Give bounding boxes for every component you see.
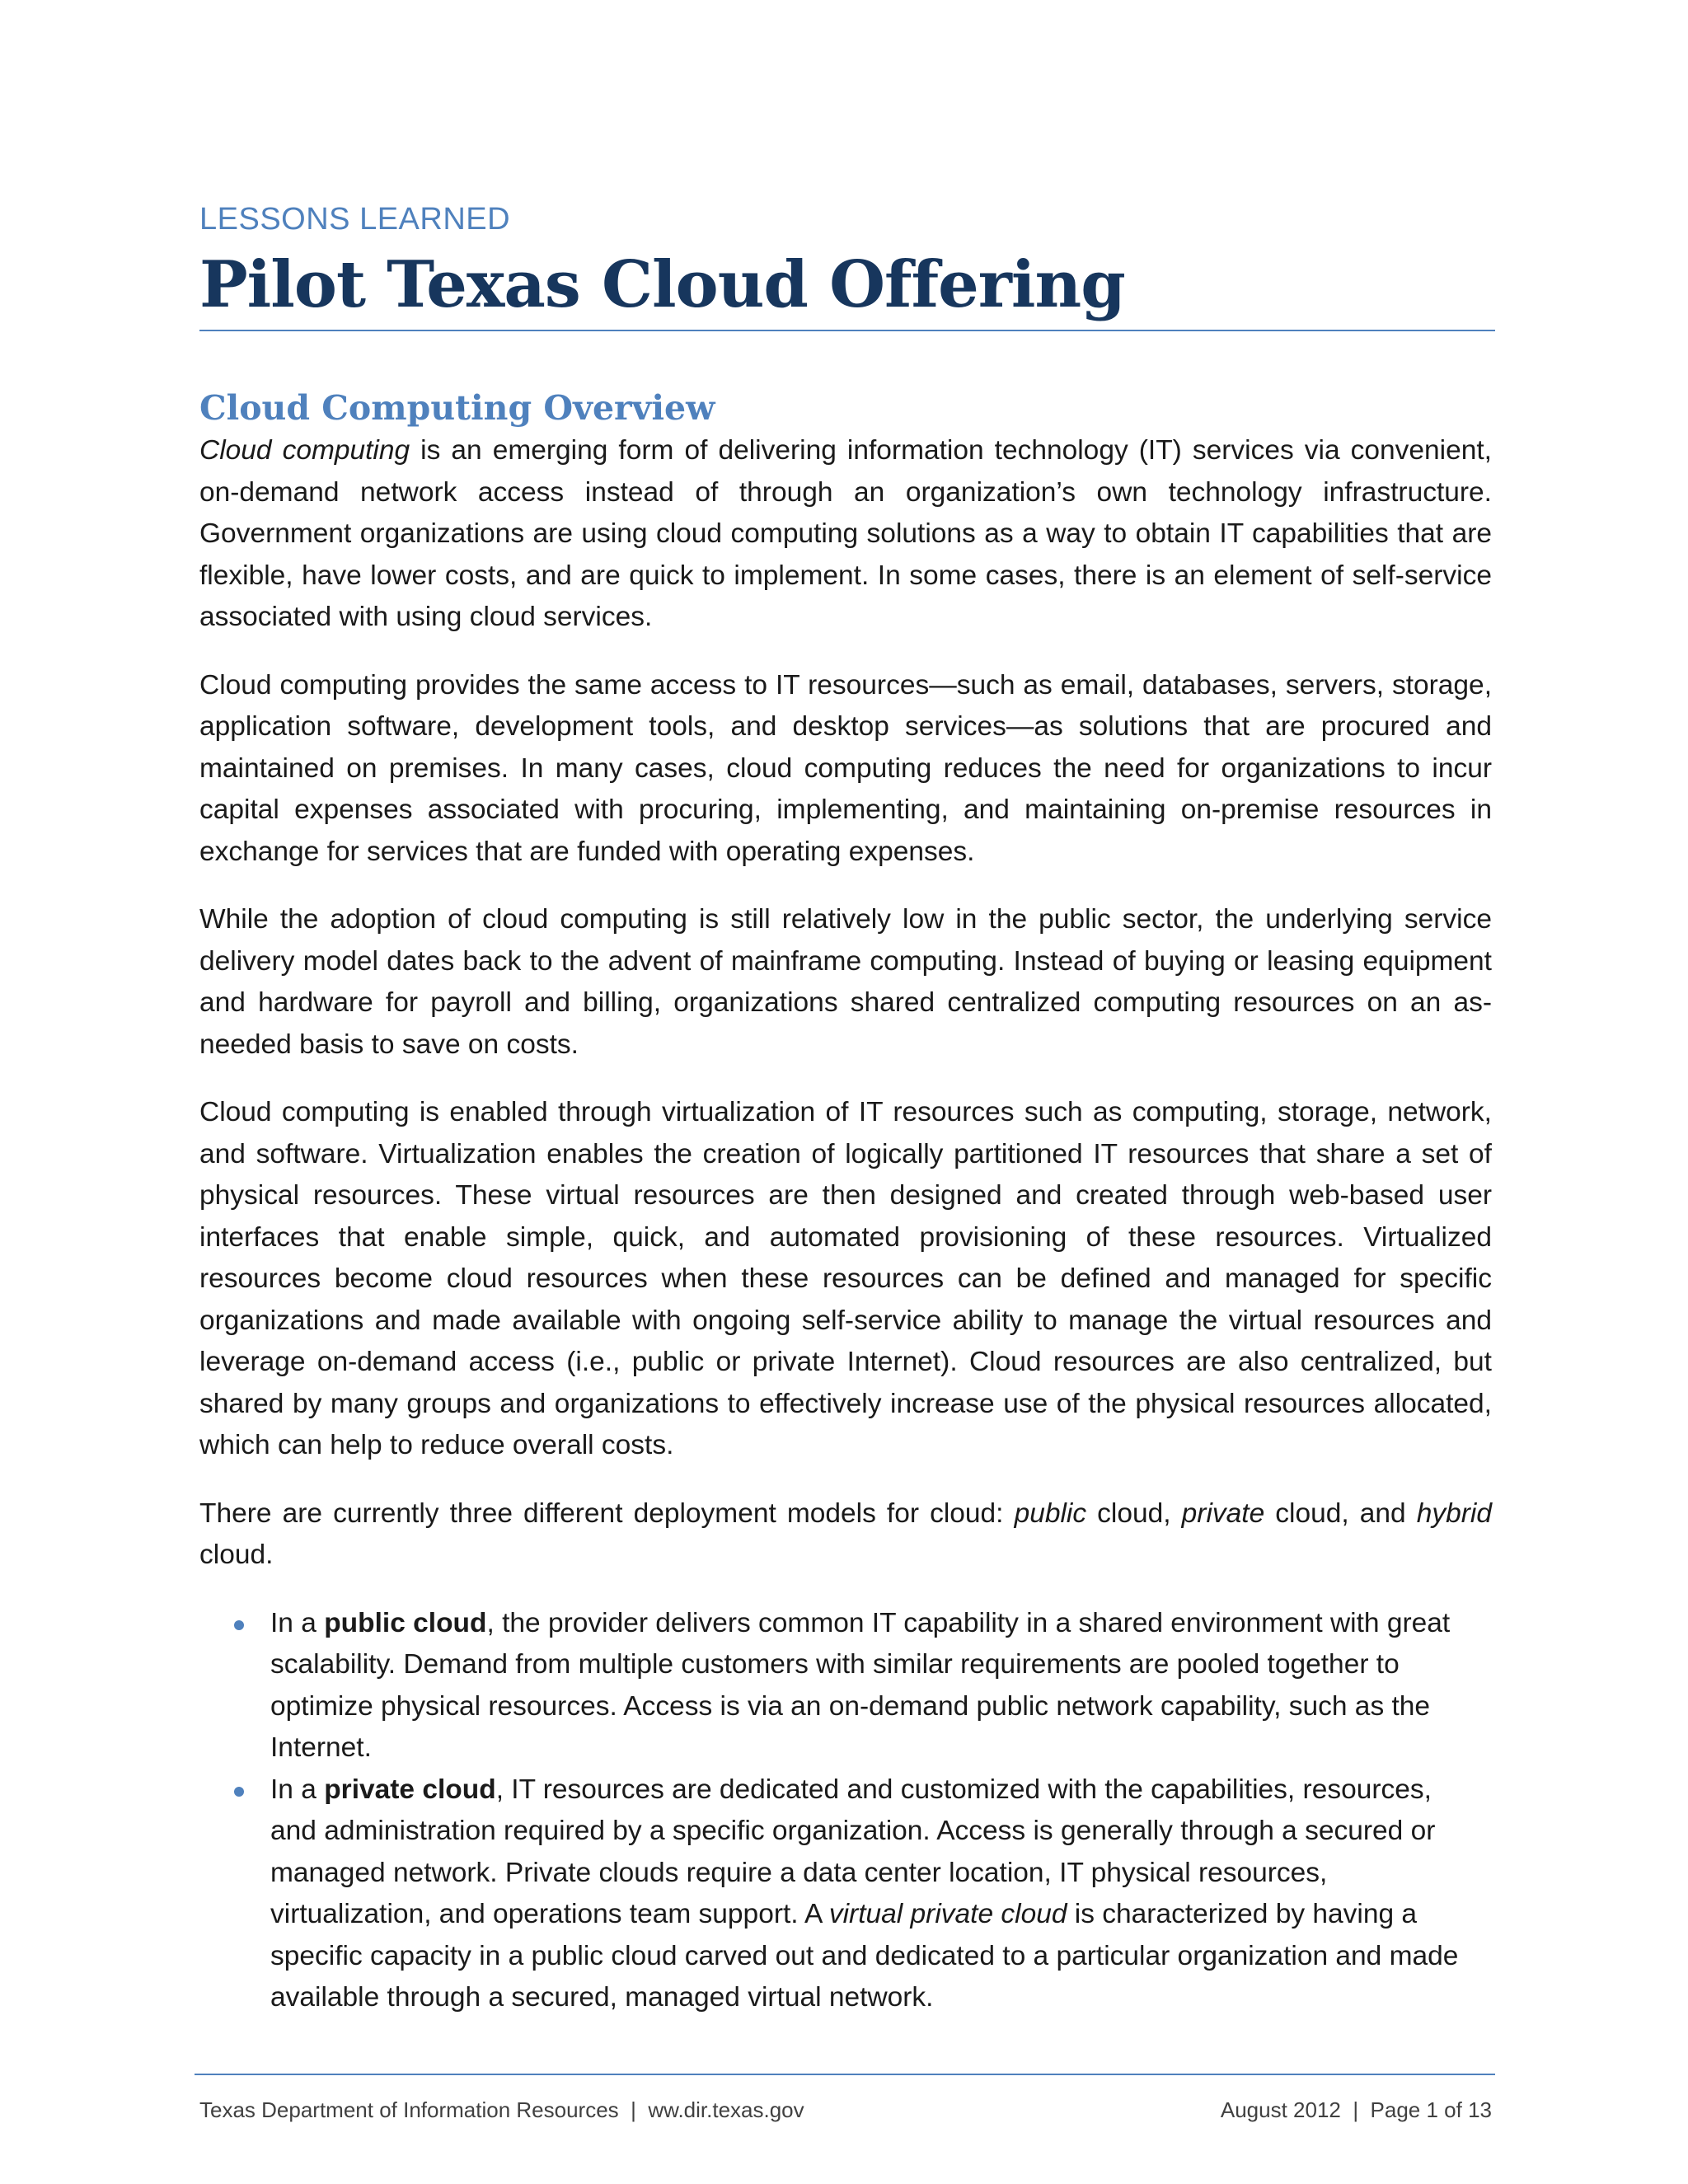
bullet-2-term-virtual-private-cloud: virtual private cloud (828, 1899, 1067, 1929)
paragraph-5-text-d: cloud. (199, 1540, 274, 1570)
list-item-public-cloud (270, 1603, 1492, 1769)
paragraph-2: Cloud computing provides the same access to IT resources—such as email, databases, servers, storage, application software, development tools, and desktop services—as solutions that are procured and maintained on premises. In many cases, cloud computing reduces the need for organizations to incur capital expenses associated with procuring, implementing, and maintaining on-premise resources in exchange for services that are funded with operating expenses. (199, 669, 1492, 867)
footer-source: Texas Department of Information Resources | ww.dir.texas.gov (199, 2097, 804, 2122)
bullet-2-term: private cloud (324, 1774, 496, 1805)
deployment-model-list (199, 1603, 1492, 2019)
term-private: private (1181, 1497, 1265, 1529)
document-title: Pilot Texas Cloud Offering (199, 247, 1125, 322)
bullet-2-pre: In a (270, 1774, 325, 1805)
paragraph-1 (199, 430, 1492, 639)
bullet-1-term: public cloud (324, 1607, 487, 1638)
document-eyebrow: LESSONS LEARNED (199, 202, 511, 237)
term-cloud-computing: Cloud computing (199, 435, 410, 466)
term-public: public (1014, 1497, 1087, 1529)
paragraph-5-text-b: cloud, (1086, 1497, 1182, 1529)
paragraph-5-text-a: There are currently three different deployment models for cloud: (199, 1497, 1015, 1529)
bullet-2-text-end: is characterized by having a specific capacity in a public cloud carved out and dedicated to a particular organization and made available through a secured, managed virtual network. (270, 1899, 1459, 2013)
title-divider (199, 330, 1495, 331)
section-heading: Cloud Computing Overview (199, 388, 715, 428)
paragraph-1-text: is an emerging form of delivering information technology (IT) services via convenient, on-demand network access instead of through an organization’s own technology infrastructure. Government organizations are using cloud computing solutions as a way to obtain IT capabilities that are flexible, have lower costs, and are quick to implement. In some cases, there is an element of self-service associated with using cloud services. (199, 435, 1492, 632)
paragraph-5-text-c: cloud, and (1264, 1497, 1417, 1529)
paragraph-4: Cloud computing is enabled through virtualization of IT resources such as computing, storage, network, and software. Virtualization enables the creation of logically partitioned IT resources that share a set of physical resources. These virtual resources are then designed and created through web-based user interfaces that enable simple, quick, and automated provisioning of these resources. Virtualized resources become cloud resources when these resources can be defined and managed for specific organizations and made available with ongoing self-service ability to manage the virtual resources and leverage on-demand access (i.e., public or private Internet). Cloud resources are also centralized, but shared by many groups and organizations to effectively increase use of the physical resources allocated, which can help to reduce overall costs. (199, 1097, 1492, 1460)
bullet-dot-icon (234, 1787, 244, 1797)
bullet-2-text: , IT resources are dedicated and customized with the capabilities, resources, and administration required by a specific organization. Access is generally through a secured or managed network. Private clouds require a data center location, IT physical resources, virtualization, and operations team support. A (270, 1774, 1436, 1929)
bullet-dot-icon (234, 1620, 244, 1630)
paragraph-5 (199, 1493, 1492, 1577)
page-footer (199, 2095, 1492, 2125)
bullet-1-pre: In a (270, 1607, 325, 1638)
footer-divider (195, 2074, 1495, 2075)
term-hybrid: hybrid (1416, 1497, 1492, 1529)
list-item-private-cloud (270, 1769, 1492, 2019)
document-page (199, 198, 1492, 2019)
bullet-1-text: , the provider delivers common IT capability in a shared environment with great scalability. Demand from multiple customers with similar requirements are pooled together to optimize physical resources. Access is via an on-demand public network capability, such as the Internet. (270, 1607, 1451, 1763)
paragraph-3: While the adoption of cloud computing is still relatively low in the public sector, the underlying service delivery model dates back to the advent of mainframe computing. Instead of buying or leasing equipment and hardware for payroll and billing, organizations shared centralized computing resources on an as-needed basis to save on costs. (199, 904, 1492, 1060)
footer-page-info: August 2012 | Page 1 of 13 (1220, 2097, 1492, 2122)
